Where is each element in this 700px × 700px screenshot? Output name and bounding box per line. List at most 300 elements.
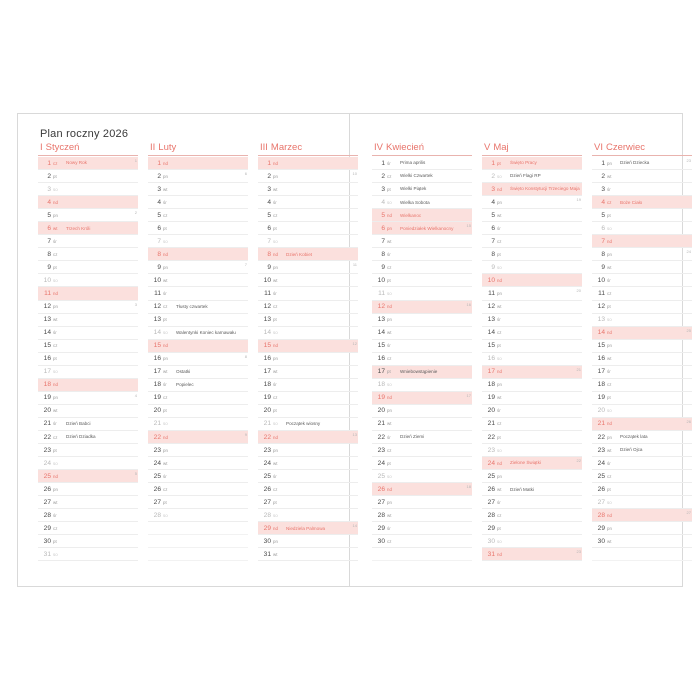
day-number: 13	[153, 316, 161, 324]
day-row[interactable]	[592, 170, 692, 183]
day-row[interactable]	[258, 287, 358, 300]
day-row[interactable]	[258, 431, 358, 444]
day-row[interactable]	[258, 157, 358, 170]
day-row[interactable]	[148, 496, 248, 509]
day-number: 11	[488, 289, 495, 297]
day-number: 9	[601, 263, 605, 271]
day-row[interactable]	[258, 183, 358, 196]
day-row[interactable]	[38, 353, 138, 366]
day-row[interactable]	[258, 470, 358, 483]
day-row[interactable]	[482, 470, 582, 483]
day-row[interactable]	[38, 431, 138, 444]
day-weekday: pt	[387, 186, 391, 192]
day-row[interactable]	[148, 261, 248, 274]
day-row[interactable]	[38, 405, 138, 418]
day-note: Ostatki	[176, 369, 191, 375]
month-column	[482, 142, 582, 561]
day-row[interactable]	[592, 418, 692, 431]
day-weekday: cz	[53, 160, 58, 166]
day-number: 29	[43, 524, 51, 532]
day-row[interactable]	[372, 470, 472, 483]
day-weekday: nd	[607, 330, 613, 336]
day-note: Dzień Ojca	[620, 447, 643, 453]
day-row[interactable]	[372, 209, 472, 222]
day-weekday: pn	[607, 160, 613, 166]
day-row[interactable]	[148, 287, 248, 300]
day-weekday: pt	[53, 173, 57, 179]
day-row[interactable]	[482, 261, 582, 274]
day-row[interactable]	[258, 340, 358, 353]
day-number: 26	[263, 485, 271, 493]
day-row[interactable]	[38, 222, 138, 235]
day-row[interactable]	[148, 353, 248, 366]
day-row[interactable]	[148, 470, 248, 483]
month-column	[258, 142, 358, 561]
day-number: 24	[263, 459, 271, 467]
day-note: Dzień Flagi RP	[510, 173, 541, 179]
day-row[interactable]	[258, 261, 358, 274]
day-row[interactable]	[482, 431, 582, 444]
day-row[interactable]	[38, 522, 138, 535]
day-row[interactable]	[38, 379, 138, 392]
day-number: 2	[491, 172, 495, 180]
day-row[interactable]	[372, 327, 472, 340]
day-row[interactable]	[372, 183, 472, 196]
day-number: 6	[491, 224, 495, 232]
day-row[interactable]	[482, 444, 582, 457]
day-row[interactable]	[148, 327, 248, 340]
day-row[interactable]	[38, 301, 138, 314]
day-row[interactable]	[592, 535, 692, 548]
day-row[interactable]	[148, 183, 248, 196]
day-row[interactable]	[258, 353, 358, 366]
day-weekday: cz	[273, 212, 278, 218]
day-number: 28	[377, 511, 385, 519]
day-row[interactable]	[38, 183, 138, 196]
day-weekday: pn	[607, 343, 613, 349]
day-row[interactable]	[592, 379, 692, 392]
day-row[interactable]	[38, 418, 138, 431]
day-row[interactable]	[372, 418, 472, 431]
day-weekday: wt	[607, 538, 612, 544]
day-row[interactable]	[38, 170, 138, 183]
day-row[interactable]	[148, 314, 248, 327]
day-row[interactable]	[38, 327, 138, 340]
week-number: 9	[244, 431, 247, 437]
day-number: 23	[263, 446, 271, 454]
day-row[interactable]	[258, 496, 358, 509]
day-row[interactable]	[38, 287, 138, 300]
day-row[interactable]	[148, 222, 248, 235]
day-number: 27	[263, 498, 271, 506]
day-number: 18	[377, 381, 385, 389]
week-number: 26	[686, 418, 691, 424]
day-row[interactable]	[258, 314, 358, 327]
day-number: 7	[47, 237, 51, 245]
day-row[interactable]	[148, 405, 248, 418]
day-row[interactable]	[38, 444, 138, 457]
day-row[interactable]	[482, 327, 582, 340]
day-row[interactable]	[592, 431, 692, 444]
day-number: 1	[381, 159, 385, 167]
day-note: Nowy Rok	[66, 160, 87, 166]
day-note: Poniedziałek Wielkanocny	[400, 225, 454, 231]
day-row[interactable]	[592, 274, 692, 287]
day-weekday: wt	[163, 369, 168, 375]
day-row[interactable]	[258, 301, 358, 314]
day-note: Prima aprilis	[400, 160, 426, 166]
day-number: 6	[267, 224, 271, 232]
day-row[interactable]	[148, 248, 248, 261]
day-number: 31	[487, 550, 495, 558]
day-row[interactable]	[372, 535, 472, 548]
day-row[interactable]	[38, 314, 138, 327]
day-weekday: cz	[387, 264, 392, 270]
week-number: 10	[352, 171, 357, 177]
day-number: 15	[153, 342, 161, 350]
day-row[interactable]	[372, 261, 472, 274]
day-number: 14	[377, 329, 385, 337]
day-number: 22	[487, 433, 495, 441]
day-number: 5	[157, 211, 161, 219]
day-row[interactable]	[258, 196, 358, 209]
day-row[interactable]	[38, 157, 138, 170]
day-note: Boże Ciało	[620, 199, 643, 205]
day-row[interactable]	[372, 353, 472, 366]
day-weekday: nd	[497, 369, 503, 375]
day-row[interactable]	[592, 340, 692, 353]
day-row[interactable]	[372, 366, 472, 379]
day-row[interactable]	[258, 222, 358, 235]
day-weekday: pt	[163, 225, 167, 231]
week-number: 27	[686, 510, 691, 516]
day-row[interactable]	[592, 261, 692, 274]
day-row[interactable]	[372, 483, 472, 496]
day-row[interactable]	[592, 405, 692, 418]
day-row[interactable]	[592, 301, 692, 314]
day-row[interactable]	[38, 483, 138, 496]
day-row[interactable]	[38, 261, 138, 274]
day-weekday: nd	[387, 212, 393, 218]
day-weekday: so	[497, 356, 502, 362]
day-number: 28	[263, 511, 271, 519]
day-row[interactable]	[592, 353, 692, 366]
day-row[interactable]	[148, 509, 248, 522]
day-row[interactable]	[38, 496, 138, 509]
day-row[interactable]	[372, 457, 472, 470]
day-number: 8	[157, 250, 161, 258]
day-weekday: nd	[53, 199, 59, 205]
day-row[interactable]	[482, 457, 582, 470]
day-row[interactable]	[592, 287, 692, 300]
day-weekday: pn	[387, 317, 393, 323]
day-row[interactable]	[258, 274, 358, 287]
day-row[interactable]	[592, 235, 692, 248]
day-row[interactable]	[482, 235, 582, 248]
day-row[interactable]	[258, 483, 358, 496]
day-row[interactable]	[592, 157, 692, 170]
day-weekday: so	[273, 238, 278, 244]
day-weekday: pt	[607, 395, 611, 401]
day-row[interactable]	[372, 157, 472, 170]
day-row[interactable]	[592, 392, 692, 405]
day-number: 2	[47, 172, 51, 180]
day-row[interactable]	[592, 314, 692, 327]
day-weekday: nd	[273, 343, 279, 349]
day-weekday: so	[273, 330, 278, 336]
day-row[interactable]	[482, 287, 582, 300]
day-row[interactable]	[148, 457, 248, 470]
day-row[interactable]	[482, 548, 582, 561]
day-number: 1	[601, 159, 605, 167]
day-weekday: pn	[607, 434, 613, 440]
week-number: 18	[466, 484, 471, 490]
day-row[interactable]	[592, 248, 692, 261]
week-number: 7	[244, 262, 247, 268]
day-row[interactable]	[482, 496, 582, 509]
day-row[interactable]	[482, 274, 582, 287]
day-row[interactable]	[148, 157, 248, 170]
day-row[interactable]	[592, 366, 692, 379]
day-note: Dzień Kobiet	[286, 251, 313, 257]
month-name: Kwiecień	[385, 142, 425, 153]
day-row[interactable]	[482, 183, 582, 196]
month-header	[372, 142, 472, 156]
day-weekday: śr	[387, 525, 391, 531]
week-number: 14	[352, 523, 357, 529]
day-row[interactable]	[372, 287, 472, 300]
day-row[interactable]	[592, 509, 692, 522]
day-row[interactable]	[38, 274, 138, 287]
day-row[interactable]	[482, 248, 582, 261]
day-row[interactable]	[148, 379, 248, 392]
day-weekday: pn	[387, 499, 393, 505]
day-row[interactable]	[592, 196, 692, 209]
day-weekday: nd	[163, 160, 169, 166]
day-weekday: pn	[273, 356, 279, 362]
day-row[interactable]	[258, 418, 358, 431]
day-weekday: pn	[497, 473, 503, 479]
day-weekday: nd	[607, 238, 613, 244]
day-row[interactable]	[258, 366, 358, 379]
day-row[interactable]	[592, 457, 692, 470]
day-row[interactable]	[592, 496, 692, 509]
day-row-empty	[148, 548, 248, 561]
day-row[interactable]	[592, 327, 692, 340]
day-weekday: nd	[387, 304, 393, 310]
day-number: 17	[153, 368, 161, 376]
day-row[interactable]	[372, 392, 472, 405]
day-row[interactable]	[148, 274, 248, 287]
day-weekday: śr	[53, 330, 57, 336]
day-row[interactable]	[372, 444, 472, 457]
day-number: 10	[43, 276, 51, 284]
week-number: 12	[352, 340, 357, 346]
day-row[interactable]	[372, 196, 472, 209]
day-row[interactable]	[148, 235, 248, 248]
day-row[interactable]	[482, 157, 582, 170]
day-number: 16	[487, 355, 495, 363]
day-row[interactable]	[372, 314, 472, 327]
day-row[interactable]	[258, 522, 358, 535]
month-header	[148, 142, 248, 156]
day-weekday: pn	[53, 395, 59, 401]
day-weekday: pn	[163, 356, 169, 362]
day-row[interactable]	[148, 483, 248, 496]
day-weekday: so	[607, 225, 612, 231]
day-row[interactable]	[482, 314, 582, 327]
month-header	[38, 142, 138, 156]
day-row[interactable]	[38, 340, 138, 353]
day-weekday: śr	[53, 238, 57, 244]
day-row[interactable]	[38, 535, 138, 548]
day-row[interactable]	[148, 366, 248, 379]
day-row[interactable]	[482, 353, 582, 366]
day-row[interactable]	[372, 379, 472, 392]
day-row[interactable]	[592, 209, 692, 222]
day-row[interactable]	[148, 340, 248, 353]
day-row[interactable]	[372, 431, 472, 444]
day-row[interactable]	[482, 366, 582, 379]
day-row[interactable]	[482, 392, 582, 405]
day-weekday: śr	[163, 382, 167, 388]
day-row[interactable]	[38, 196, 138, 209]
day-weekday: pt	[273, 317, 277, 323]
day-row[interactable]	[258, 327, 358, 340]
day-weekday: cz	[53, 434, 58, 440]
day-row[interactable]	[482, 522, 582, 535]
day-number: 7	[267, 237, 271, 245]
day-row[interactable]	[258, 535, 358, 548]
day-note: Wniebowstąpienie	[400, 369, 438, 375]
day-row[interactable]	[592, 522, 692, 535]
day-row[interactable]	[592, 444, 692, 457]
day-number: 11	[378, 289, 385, 297]
day-weekday: pn	[387, 225, 393, 231]
right-page-months	[372, 142, 692, 561]
day-row[interactable]	[372, 340, 472, 353]
day-row[interactable]	[482, 483, 582, 496]
week-number: 20	[576, 288, 581, 294]
day-row[interactable]	[148, 392, 248, 405]
day-weekday: śr	[607, 277, 611, 283]
day-number: 11	[154, 289, 161, 297]
day-weekday: pt	[497, 343, 501, 349]
day-row[interactable]	[372, 222, 472, 235]
day-number: 1	[491, 159, 495, 167]
day-row[interactable]	[482, 535, 582, 548]
day-row[interactable]	[372, 496, 472, 509]
day-number: 2	[157, 172, 161, 180]
day-row[interactable]	[592, 483, 692, 496]
day-row[interactable]	[38, 548, 138, 561]
day-row[interactable]	[592, 183, 692, 196]
day-row[interactable]	[592, 470, 692, 483]
day-row[interactable]	[38, 209, 138, 222]
day-row[interactable]	[38, 457, 138, 470]
day-row[interactable]	[482, 418, 582, 431]
day-row[interactable]	[258, 235, 358, 248]
day-row[interactable]	[372, 405, 472, 418]
day-row[interactable]	[258, 457, 358, 470]
day-row[interactable]	[482, 509, 582, 522]
day-row[interactable]	[38, 235, 138, 248]
week-number: 23	[576, 549, 581, 555]
day-row[interactable]	[38, 392, 138, 405]
day-number: 27	[43, 498, 51, 506]
day-number: 7	[381, 237, 385, 245]
day-row[interactable]	[258, 444, 358, 457]
day-row[interactable]	[148, 209, 248, 222]
day-weekday: cz	[607, 290, 612, 296]
day-number: 15	[597, 342, 605, 350]
day-row[interactable]	[258, 509, 358, 522]
day-number: 19	[377, 394, 385, 402]
day-number: 25	[153, 472, 161, 480]
day-row[interactable]	[258, 248, 358, 261]
day-row[interactable]	[372, 274, 472, 287]
day-row-empty	[148, 522, 248, 535]
day-row[interactable]	[482, 379, 582, 392]
day-row[interactable]	[372, 248, 472, 261]
day-row[interactable]	[38, 509, 138, 522]
day-row[interactable]	[148, 196, 248, 209]
day-number: 8	[601, 250, 605, 258]
day-row[interactable]	[148, 431, 248, 444]
day-row[interactable]	[372, 522, 472, 535]
day-row[interactable]	[258, 392, 358, 405]
day-number: 16	[263, 355, 271, 363]
week-number: 21	[576, 366, 581, 372]
day-row[interactable]	[258, 379, 358, 392]
day-row[interactable]	[148, 418, 248, 431]
day-weekday: wt	[273, 551, 278, 557]
day-row[interactable]	[482, 340, 582, 353]
day-row[interactable]	[258, 405, 358, 418]
day-row[interactable]	[482, 209, 582, 222]
day-row[interactable]	[258, 548, 358, 561]
day-number: 9	[491, 263, 495, 271]
day-weekday: wt	[53, 408, 58, 414]
day-row[interactable]	[372, 301, 472, 314]
day-number: 14	[153, 329, 161, 337]
day-row[interactable]	[38, 248, 138, 261]
day-number: 25	[377, 472, 385, 480]
day-number: 16	[43, 355, 51, 363]
day-row[interactable]	[148, 301, 248, 314]
day-row[interactable]	[482, 405, 582, 418]
day-row[interactable]	[148, 444, 248, 457]
day-number: 30	[487, 537, 495, 545]
day-row[interactable]	[38, 366, 138, 379]
day-row[interactable]	[148, 170, 248, 183]
day-row[interactable]	[258, 170, 358, 183]
day-row[interactable]	[258, 209, 358, 222]
day-row[interactable]	[592, 222, 692, 235]
day-weekday: cz	[163, 395, 168, 401]
day-row[interactable]	[482, 196, 582, 209]
day-number: 4	[47, 198, 51, 206]
day-row[interactable]	[482, 301, 582, 314]
day-row[interactable]	[372, 170, 472, 183]
day-row[interactable]	[482, 222, 582, 235]
day-row[interactable]	[372, 509, 472, 522]
day-number: 26	[153, 485, 161, 493]
day-number: 24	[597, 459, 605, 467]
day-row[interactable]	[372, 235, 472, 248]
day-row[interactable]	[38, 470, 138, 483]
day-row[interactable]	[482, 170, 582, 183]
